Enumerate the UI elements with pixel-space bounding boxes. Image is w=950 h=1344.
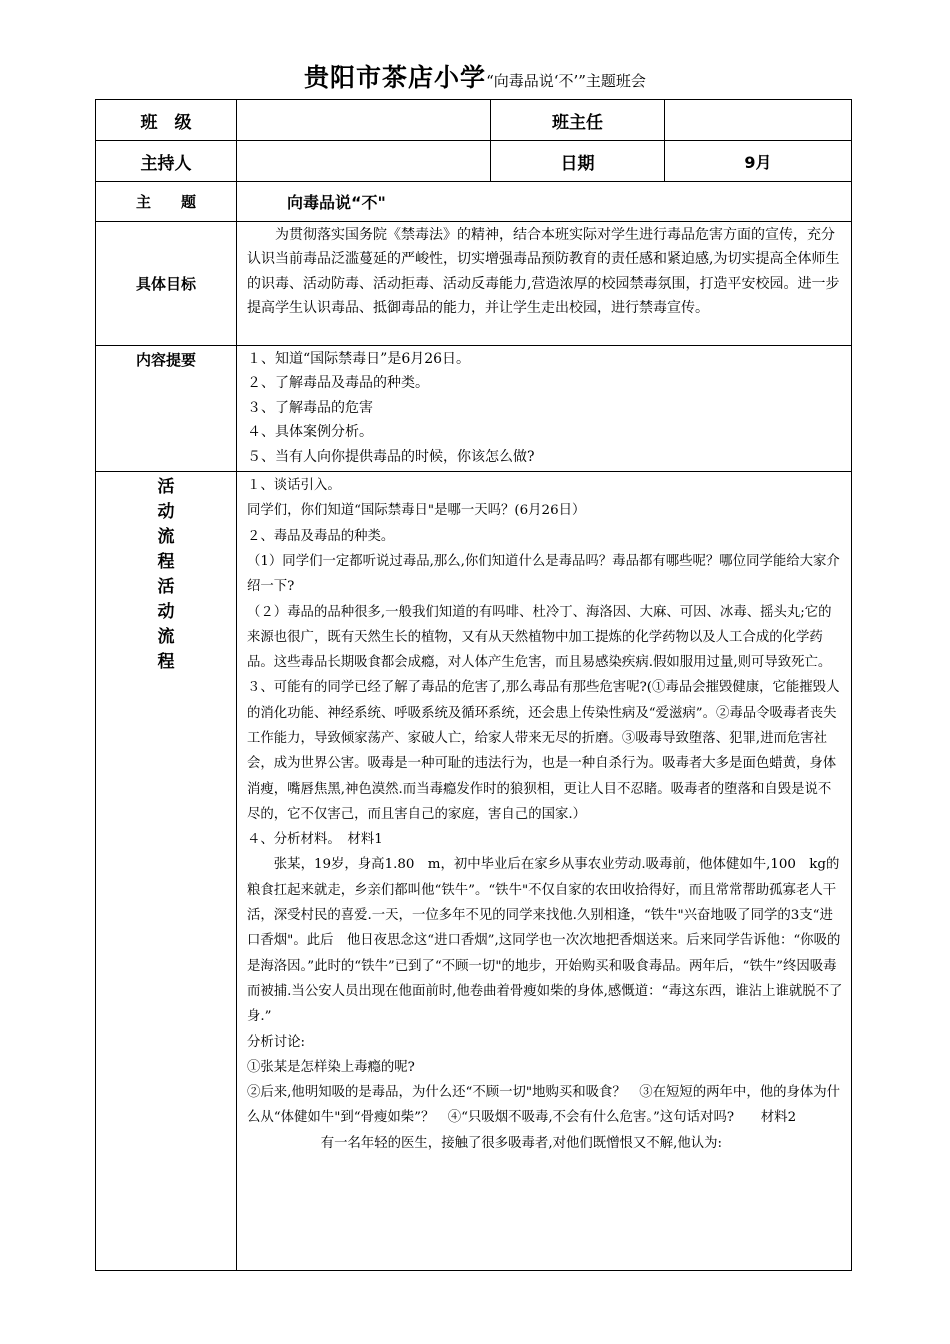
teacher-label: 班主任 [491, 100, 665, 141]
lesson-plan-table [95, 99, 852, 1271]
process-paragraph: 张某，19岁，身高1.80 m，初中毕业后在家乡从事农业劳动.吸毒前，他体健如牛,100 kg的粮食扛起来就走，乡亲们都叫他“铁牛”。“铁牛"不仅自家的农田收拾得好，而且常常帮助孤寡老人干活，深受村民的喜爱.一天，一位多年不见的同学来找他.久别相逢，“铁牛"兴奋地吸了同学的3支“进口香烟"。此后 他日夜思念这“进口香烟”,这同学也一次次地把香烟送来。后来同学告诉他：“你吸的是海洛因。”此时的“铁牛”已到了“不顾一切"的地步，开始购买和吸食毒品。两年后，“铁牛”终因吸毒而被捕.当公安人员出现在他面前时,他卷曲着骨瘦如柴的身体,感慨道：“毒这东西，谁沾上谁就脱不了身.” [247, 857, 843, 1025]
process-paragraph: １、谈话引入。 [247, 478, 341, 494]
summary-item: ４、具体案例分析。 [247, 424, 373, 441]
process-row [96, 472, 852, 1271]
class-label: 班 级 [96, 100, 237, 141]
goal-row [96, 222, 852, 346]
summary-item: ３、了解毒品的危害 [247, 399, 373, 416]
goal-cell [237, 222, 852, 346]
class-value [237, 100, 491, 141]
summary-item: ５、当有人向你提供毒品的时候，你该怎么做? [247, 448, 535, 465]
host-value [237, 141, 491, 182]
host-label: 主持人 [96, 141, 237, 182]
theme-row [96, 182, 852, 222]
summary-item: ２、了解毒品及毒品的种类。 [247, 375, 429, 392]
process-paragraph: ②后来,他明知吸的是毒品，为什么还“不顾一切"地购买和吸食？ ③在短短的两年中，他的身体为什么从“体健如牛"到“骨瘦如柴”？ ④“只吸烟不吸毒,不会有什么危害。”这句话对吗? 材料2 [247, 1085, 841, 1126]
date-value: 9月 [665, 141, 852, 182]
document-title [0, 58, 950, 94]
process-label: 活 动 流 程 活 动 流 程 [96, 472, 237, 1271]
goal-text: 为贯彻落实国务院《禁毒法》的精神，结合本班实际对学生进行毒品危害方面的宣传，充分认识当前毒品泛滥蔓延的严峻性，切实增强毒品预防教育的责任感和紧迫感,为切实提高全体师生的识毒、活动防毒、活动拒毒、活动反毒能力,营造浓厚的校园禁毒氛围，打造平安校园。进一步提高学生认识毒品、抵御毒品的能力，并让学生走出校园，进行禁毒宣传。 [247, 227, 840, 317]
summary-item: １、知道“国际禁毒日”是6月26日。 [247, 351, 471, 367]
goal-label: 具体目标 [96, 222, 237, 346]
host-row [96, 141, 852, 182]
process-paragraph: （２）毒品的品种很多,一般我们知道的有吗啡、杜冷丁、海洛因、大麻、可因、冰毒、摇头丸;它的来源也很广，既有天然生长的植物，又有从天然植物中加工提炼的化学药物以及人工合成的化学药品。这些毒品长期吸食都会成瘾，对人体产生危害，而且易感染疾病.假如服用过量,则可导致死亡。 [247, 604, 832, 671]
process-paragraph: ①张某是怎样染上毒瘾的呢? [247, 1059, 415, 1075]
summary-label: 内容提要 [96, 346, 237, 472]
teacher-value [665, 100, 852, 141]
date-label: 日期 [491, 141, 665, 182]
process-paragraph: 分析讨论: [247, 1034, 306, 1050]
process-paragraph: ２、毒品及毒品的种类。 [247, 528, 395, 544]
process-paragraph: ３、可能有的同学已经了解了毒品的危害了,那么毒品有那些危害呢?(①毒品会摧毁健康，它能摧毁人的消化功能、神经系统、呼吸系统及循环系统，还会患上传染性病及“爱滋病”。②毒品令吸毒者丧失工作能力，导致倾家荡产、家破人亡，给家人带来无尽的折磨。③吸毒导致堕落、犯罪,进而危害社会，成为世界公害。吸毒是一种可耻的违法行为，也是一种自杀行为。吸毒者大多是面色蜡黄，身体消瘦，嘴唇焦黑,神色漠然.而当毒瘾发作时的狼狈相，更让人目不忍睹。吸毒者的堕落和自毁是说不尽的，它不仅害己，而且害自己的家庭，害自己的国家.） [247, 680, 840, 822]
process-paragraph: 同学们，你们知道“国际禁毒日"是哪一天吗？(6月26日） [247, 503, 586, 519]
summary-list [237, 346, 852, 472]
process-content [237, 472, 852, 1271]
class-row [96, 100, 852, 141]
theme-label: 主 题 [96, 182, 237, 222]
process-paragraph: ４、分析材料。 材料1 [247, 832, 383, 848]
school-name: 贵阳市茶店小学 [304, 63, 487, 92]
theme-value: 向毒品说“不" [237, 182, 852, 222]
meeting-subtitle: “向毒品说‘不’”主题班会 [486, 72, 646, 90]
process-paragraph: （1）同学们一定都听说过毒品,那么,你们知道什么是毒品吗？毒品都有哪些呢？哪位同学能给大家介绍一下? [247, 553, 840, 595]
summary-row [96, 346, 852, 472]
process-paragraph: 有一名年轻的医生，接触了很多吸毒者,对他们既憎恨又不解,他认为: [320, 1135, 723, 1151]
